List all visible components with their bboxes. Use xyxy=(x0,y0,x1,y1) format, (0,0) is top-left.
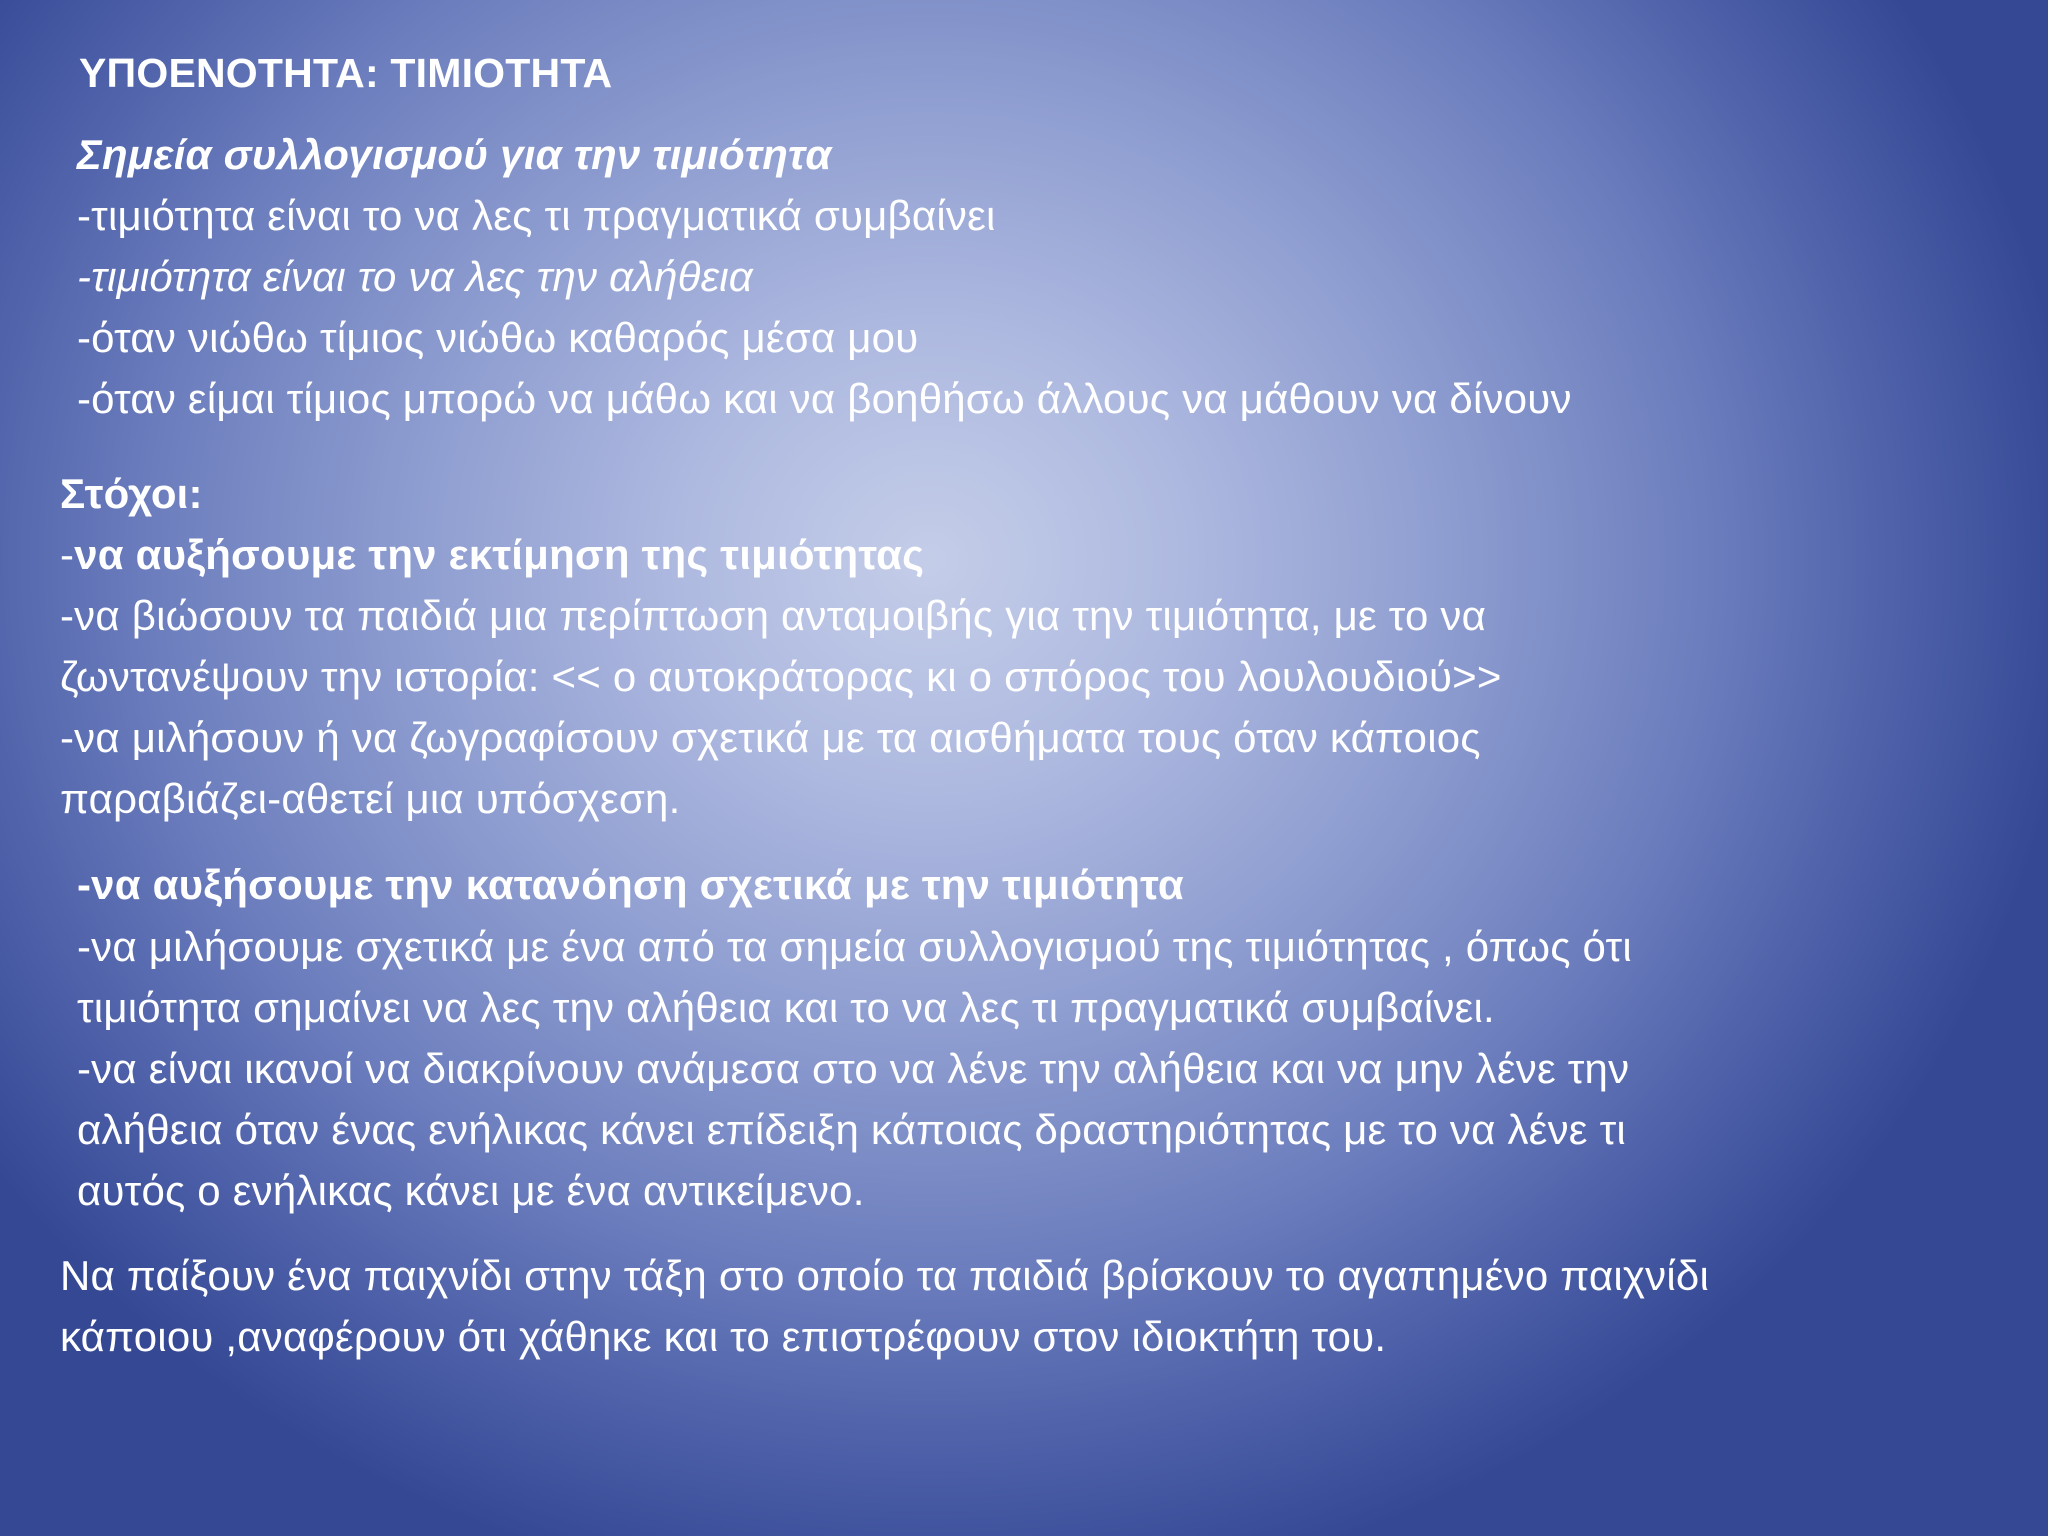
goal1-line: ζωντανέψουν την ιστορία: << ο αυτοκράτορας κι ο σπόρος του λουλουδιού>> xyxy=(60,653,1502,700)
goal2-line: αλήθεια όταν ένας ενήλικας κάνει επίδειξη κάποιας δραστηριότητας με το να λένε τι xyxy=(77,1106,1626,1153)
goals-heading: Στόχοι: xyxy=(60,470,203,517)
goal1-dash: - xyxy=(60,531,75,578)
goal1-title xyxy=(60,530,924,580)
reasoning-heading: Σημεία συλλογισμού για την τιμιότητα xyxy=(77,131,832,178)
activity-line: κάποιου ,αναφέρουν ότι χάθηκε και το επιστρέφουν στον ιδιοκτήτη του. xyxy=(60,1313,1387,1360)
goal2-line: -να είναι ικανοί να διακρίνουν ανάμεσα στο να λένε την αλήθεια και να μην λένε την xyxy=(77,1045,1630,1092)
slide-title: ΥΠΟΕΝΟΤΗΤΑ: ΤΙΜΙΟΤΗΤΑ xyxy=(79,50,613,96)
goal2-line: τιμιότητα σημαίνει να λες την αλήθεια και το να λες τι πραγματικά συμβαίνει. xyxy=(77,984,1495,1031)
reasoning-point: -όταν νιώθω τίμιος νιώθω καθαρός μέσα μου xyxy=(77,314,919,361)
goal1-title-text: να αυξήσουμε την εκτίμηση της τιμιότητας xyxy=(74,531,925,578)
goal2-title: -να αυξήσουμε την κατανόηση σχετικά με την τιμιότητα xyxy=(77,861,1184,908)
goal1-line: -να βιώσουν τα παιδιά μια περίπτωση ανταμοιβής για την τιμιότητα, με το να xyxy=(60,592,1487,639)
goal1-line: παραβιάζει-αθετεί μια υπόσχεση. xyxy=(60,775,681,822)
reasoning-point: -όταν είμαι τίμιος μπορώ να μάθω και να βοηθήσω άλλους να μάθουν να δίνουν xyxy=(77,375,1572,422)
goal2-line: αυτός ο ενήλικας κάνει με ένα αντικείμενο. xyxy=(77,1167,865,1214)
reasoning-point: -τιμιότητα είναι το να λες τι πραγματικά συμβαίνει xyxy=(77,192,996,239)
reasoning-point: -τιμιότητα είναι το να λες την αλήθεια xyxy=(77,253,753,300)
goal2-line: -να μιλήσουμε σχετικά με ένα από τα σημεία συλλογισμού της τιμιότητας , όπως ότι xyxy=(77,923,1632,970)
activity-line: Να παίξουν ένα παιχνίδι στην τάξη στο οποίο τα παιδιά βρίσκουν το αγαπημένο παιχνίδι xyxy=(60,1252,1709,1299)
goal1-line: -να μιλήσουν ή να ζωγραφίσουν σχετικά με τα αισθήματα τους όταν κάποιος xyxy=(60,714,1481,761)
